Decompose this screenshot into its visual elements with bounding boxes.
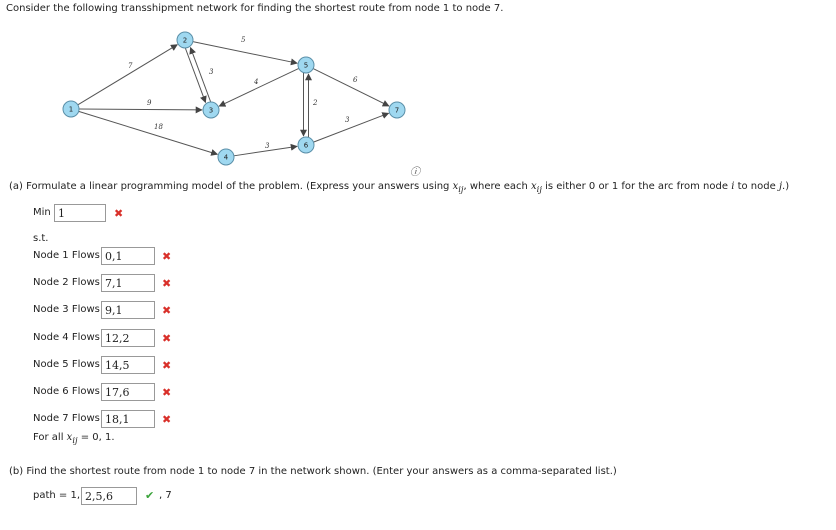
arc-weight-label: 3 (345, 116, 350, 124)
constraint-wrong-mark: ✖ (162, 277, 172, 290)
part-b-question: (b) Find the shortest route from node 1 to node 7 in the network shown. (Enter your answers as a comma-separated list.) (9, 466, 617, 477)
constraint-input[interactable]: 17,6 (101, 383, 155, 401)
node-label: 7 (394, 106, 400, 115)
correct-check-icon: ✔ (145, 489, 155, 502)
constraint-input[interactable]: 12,2 (101, 329, 155, 347)
network-arc (313, 69, 389, 106)
node-label: 1 (68, 105, 74, 114)
constraint-wrong-mark: ✖ (162, 359, 172, 372)
arc-weight-label: 5 (241, 36, 246, 44)
constraint-wrong-mark: ✖ (162, 386, 172, 399)
constraint-wrong-mark: ✖ (162, 413, 172, 426)
node-label: 6 (303, 141, 309, 150)
objective-input[interactable]: 1 (54, 204, 106, 222)
objective-label: Min (33, 207, 51, 218)
arc-weight-label: 6 (353, 76, 358, 84)
node-label: 5 (303, 61, 309, 70)
objective-wrong-mark: ✖ (114, 207, 124, 220)
constraint-wrong-mark: ✖ (162, 304, 172, 317)
problem-intro: Consider the following transshipment network for finding the shortest route from node 1 to node 7. (6, 3, 504, 14)
constraint-label: Node 3 Flows (33, 304, 100, 315)
path-end-label: , 7 (159, 490, 172, 501)
network-arc (78, 45, 177, 105)
node-label: 3 (208, 106, 214, 115)
constraint-input[interactable]: 7,1 (101, 274, 155, 292)
constraint-label: Node 5 Flows (33, 359, 100, 370)
arc-weight-label: 3 (265, 142, 270, 150)
arc-weight-label: 18 (154, 123, 163, 131)
subject-to-label: s.t. (33, 233, 49, 244)
network-arc (313, 113, 388, 142)
arc-weight-label: 9 (147, 99, 152, 107)
info-icon[interactable]: ⓘ (410, 167, 420, 178)
arc-weight-label: 4 (254, 78, 259, 86)
network-arc (219, 68, 299, 106)
node-label: 4 (223, 153, 229, 162)
binary-constraint-text: For all $x_{ij} = 0$, 1. (33, 432, 115, 445)
constraint-label: Node 4 Flows (33, 332, 100, 343)
constraint-input[interactable]: 14,5 (101, 356, 155, 374)
path-input[interactable]: 2,5,6 (81, 487, 137, 505)
constraint-input[interactable]: 0,1 (101, 247, 155, 265)
constraint-wrong-mark: ✖ (162, 250, 172, 263)
arc-weight-label: 7 (128, 62, 133, 70)
network-arc (185, 48, 205, 102)
constraint-label: Node 7 Flows (33, 413, 100, 424)
network-arc (193, 42, 297, 64)
constraint-label: Node 1 Flows (33, 250, 100, 261)
arc-weight-label: 2 (313, 99, 318, 107)
network-diagram (0, 0, 836, 175)
constraint-input[interactable]: 18,1 (101, 410, 155, 428)
constraint-wrong-mark: ✖ (162, 332, 172, 345)
constraint-label: Node 2 Flows (33, 277, 100, 288)
path-label: path = 1, (33, 490, 81, 501)
arc-weight-label: 3 (209, 68, 214, 76)
part-a-question: (a) Formulate a linear programming model of the problem. (Express your answers using $x_{ij}$, where each $x_{ij}$ is either 0 or 1 for the arc from node i to node j.) (9, 181, 790, 194)
network-arc (190, 48, 210, 102)
network-arc (79, 111, 218, 154)
constraint-label: Node 6 Flows (33, 386, 100, 397)
node-label: 2 (182, 36, 188, 45)
network-arc (79, 109, 202, 110)
constraint-input[interactable]: 9,1 (101, 301, 155, 319)
